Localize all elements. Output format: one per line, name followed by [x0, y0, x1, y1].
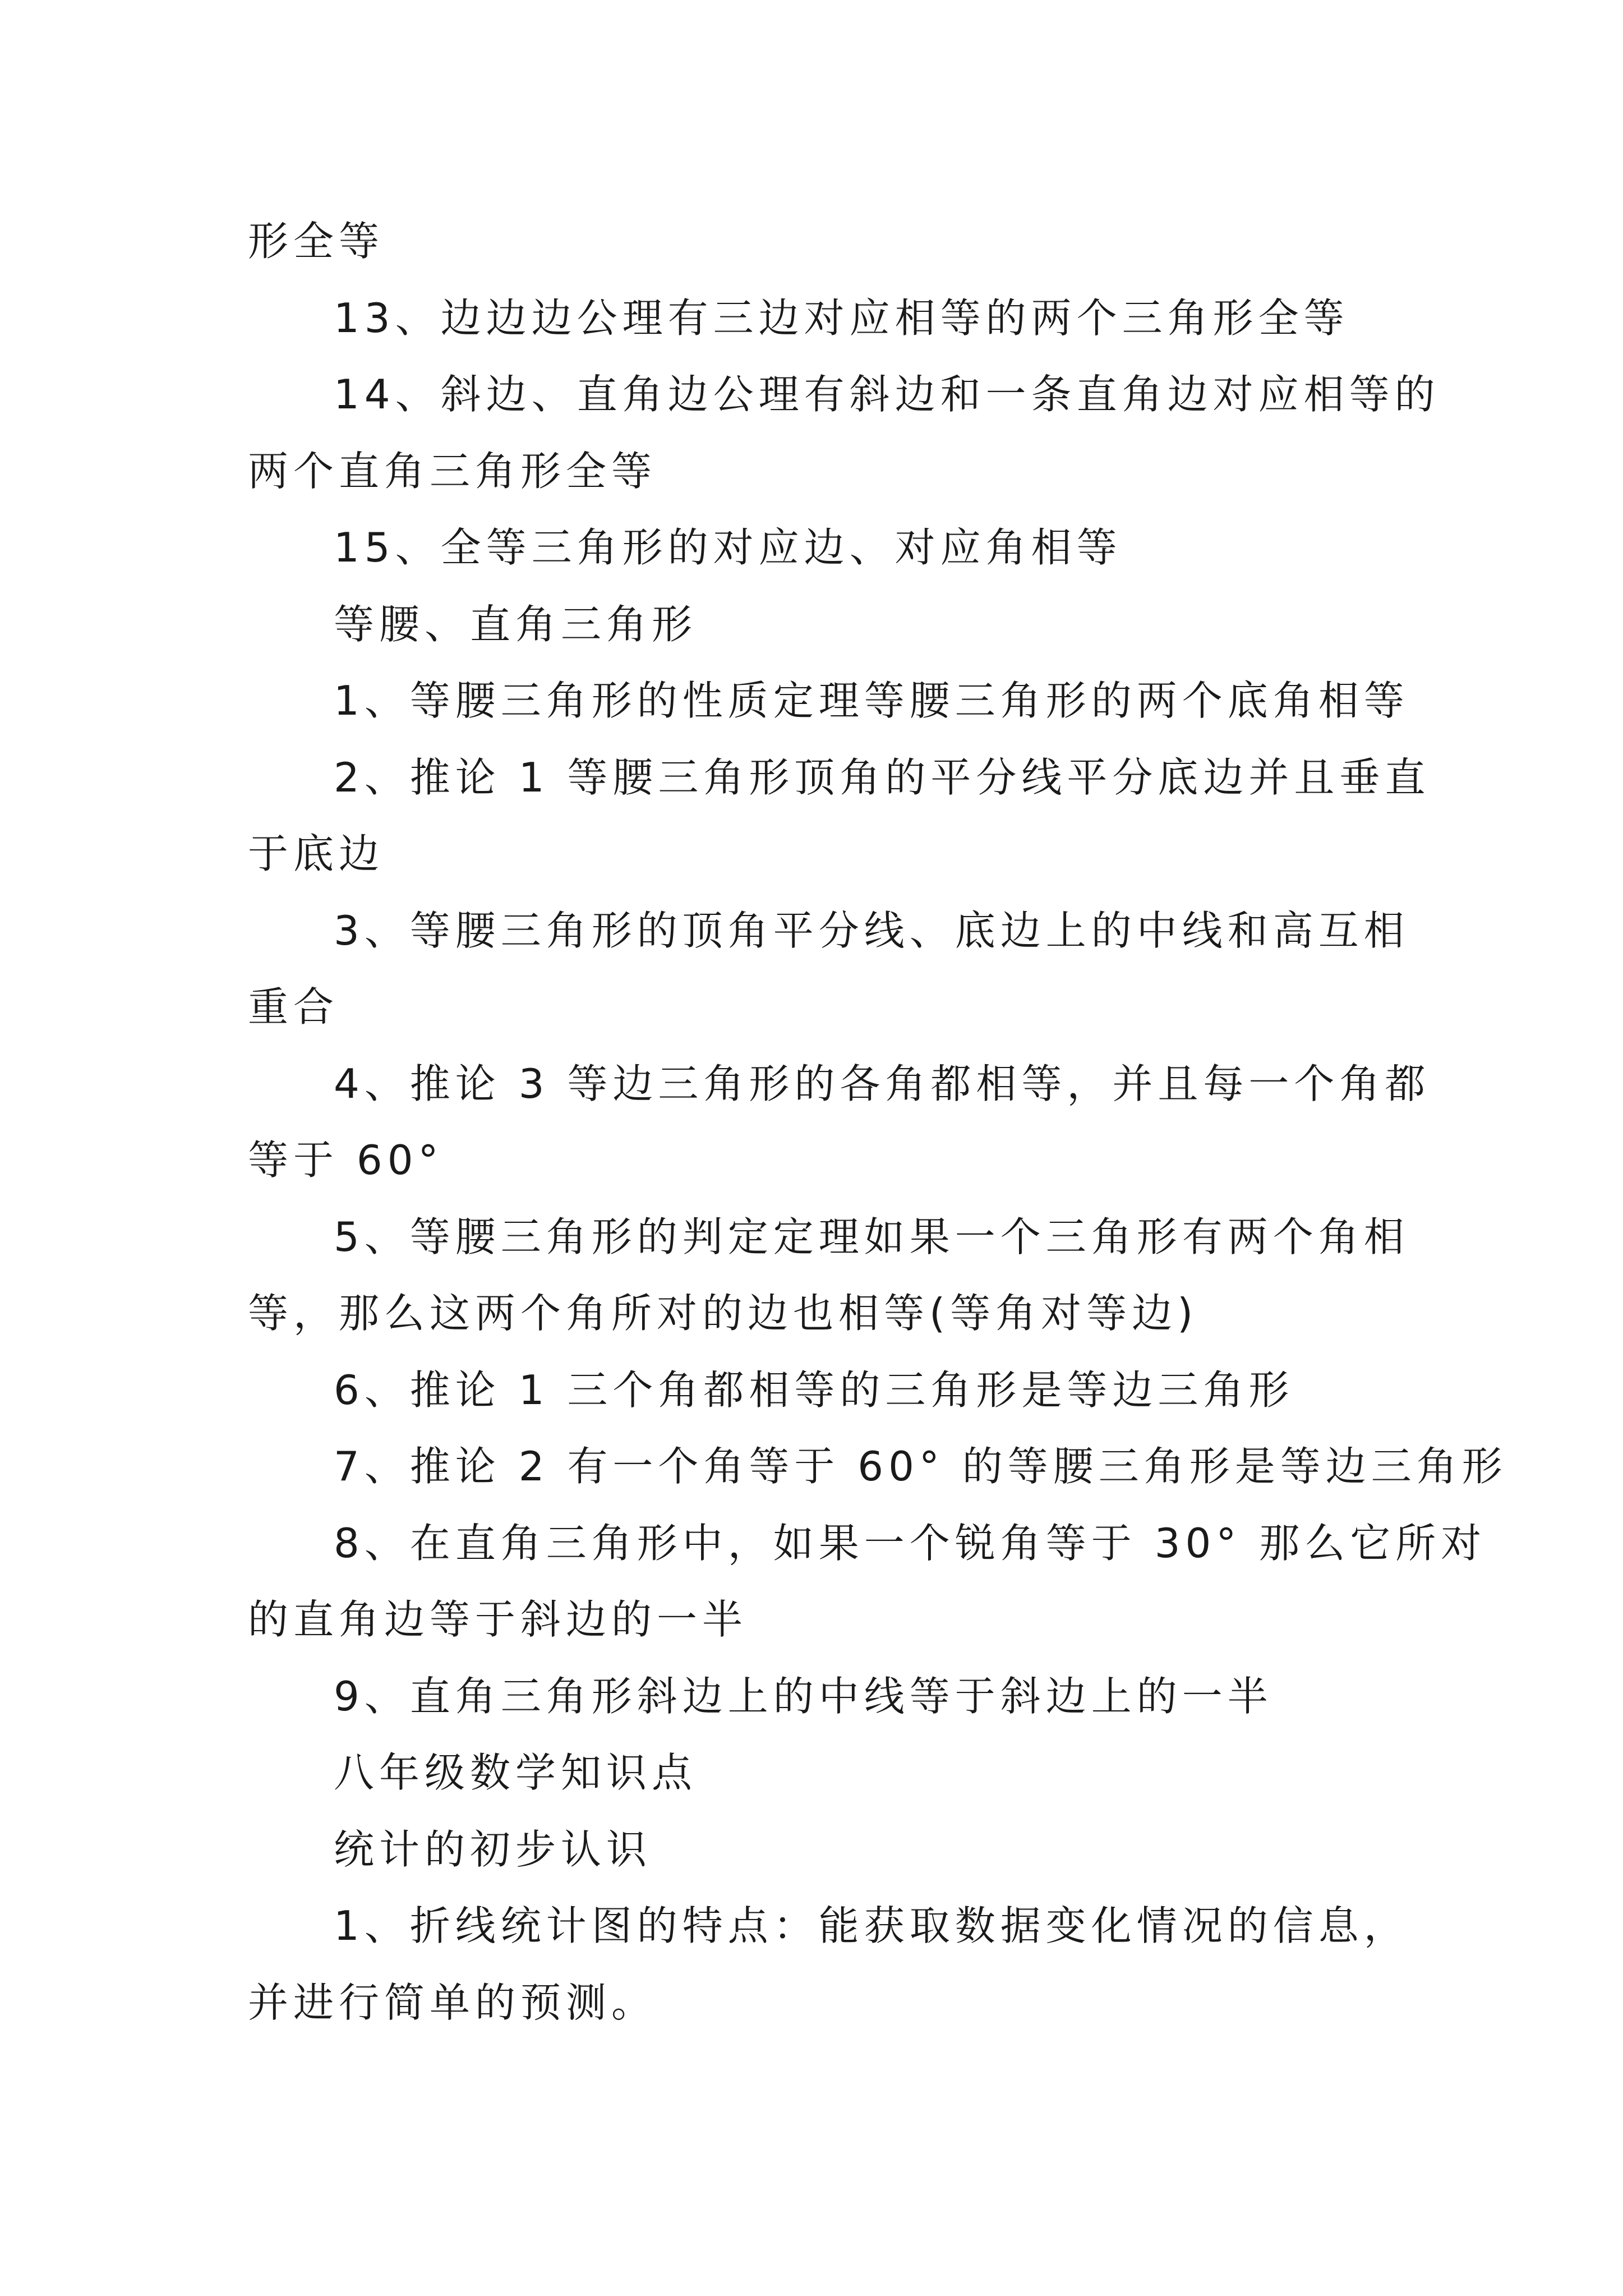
section-heading: 等腰、直角三角形 [334, 601, 698, 648]
text-line: 于底边 [248, 830, 385, 877]
text-line: 等于 60° [248, 1137, 444, 1184]
text-line: 13、边边边公理有三边对应相等的两个三角形全等 [334, 295, 1349, 342]
text-line: 7、推论 2 有一个角等于 60° 的等腰三角形是等边三角形 [334, 1443, 1507, 1490]
text-line: 4、推论 3 等边三角形的各角都相等，并且每一个角都 [334, 1060, 1431, 1107]
section-heading: 八年级数学知识点 [334, 1749, 698, 1796]
text-line: 8、在直角三角形中，如果一个锐角等于 30° 那么它所对 [334, 1520, 1487, 1567]
text-line: 5、等腰三角形的判定定理如果一个三角形有两个角相 [334, 1213, 1409, 1260]
text-line: 6、推论 1 三个角都相等的三角形是等边三角形 [334, 1366, 1294, 1414]
text-line: 的直角边等于斜边的一半 [248, 1596, 748, 1643]
text-line: 并进行简单的预测。 [248, 1979, 657, 2026]
text-line: 3、等腰三角形的顶角平分线、底边上的中线和高互相 [334, 907, 1409, 954]
text-line: 形全等 [248, 218, 385, 265]
section-heading: 统计的初步认识 [334, 1826, 652, 1873]
text-line: 14、斜边、直角边公理有斜边和一条直角边对应相等的 [334, 371, 1440, 418]
text-line: 1、折线统计图的特点：能获取数据变化情况的信息， [334, 1902, 1409, 1949]
text-line: 1、等腰三角形的性质定理等腰三角形的两个底角相等 [334, 677, 1409, 724]
text-line: 9、直角三角形斜边上的中线等于斜边上的一半 [334, 1673, 1273, 1720]
text-line: 2、推论 1 等腰三角形顶角的平分线平分底边并且垂直 [334, 754, 1431, 801]
text-line: 两个直角三角形全等 [248, 448, 657, 495]
text-line: 等，那么这两个角所对的边也相等(等角对等边) [248, 1290, 1198, 1337]
text-line: 15、全等三角形的对应边、对应角相等 [334, 524, 1122, 571]
text-line: 重合 [248, 983, 339, 1030]
